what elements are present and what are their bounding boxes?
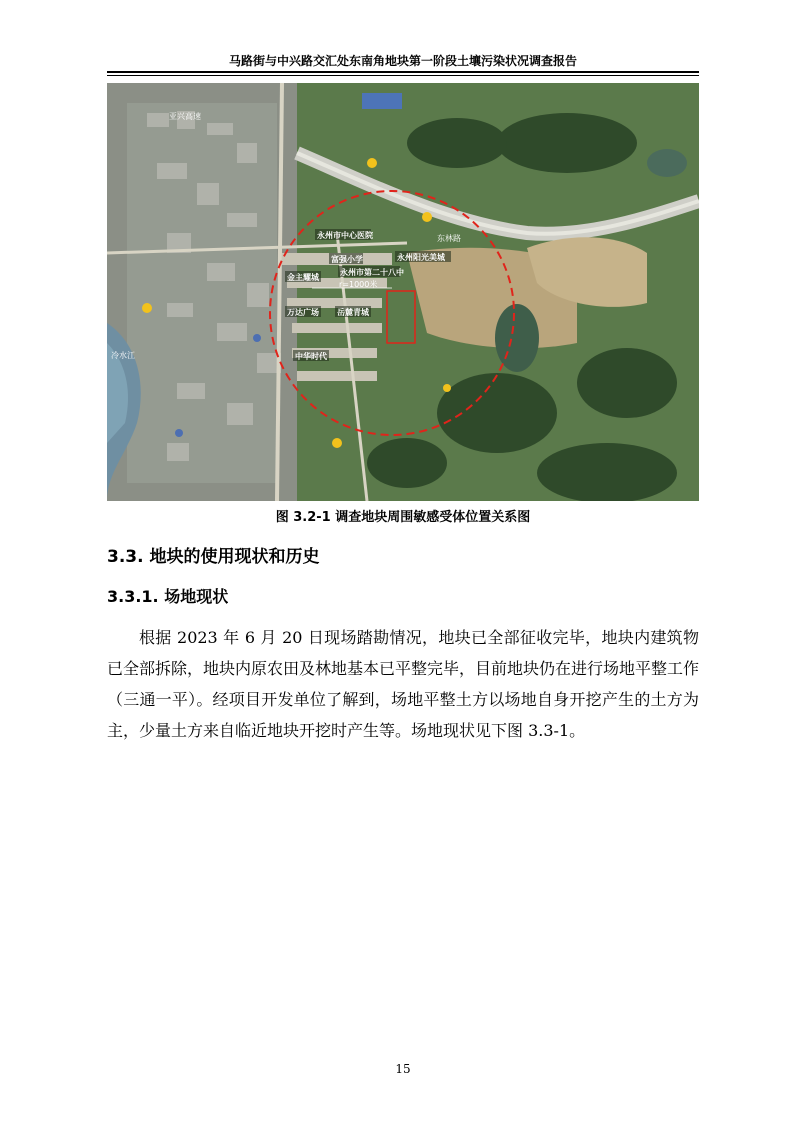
header-rule [107, 71, 699, 73]
label-no28-school: 永州市第二十八中 [340, 268, 404, 277]
label-zhonghua: 中华时代 [295, 352, 327, 361]
page-number: 15 [395, 1062, 411, 1076]
subsection-heading: 3.3.1. 场地现状 [107, 587, 229, 606]
document-header: 马路街与中兴路交汇处东南角地块第一阶段土壤污染状况调查报告 [228, 54, 577, 68]
label-fugiang-school: 富强小学 [331, 255, 363, 264]
figure-caption: 图 3.2-1 调查地块周围敏感受体位置关系图 [275, 510, 531, 525]
label-expressway: 亚兴高速 [169, 112, 201, 121]
label-sunshine-city: 永州阳光美城 [397, 253, 445, 262]
satellite-map-figure [107, 83, 699, 501]
label-donglin-road: 东林路 [437, 234, 461, 243]
body-paragraph: 根据 2023 年 6 月 20 日现场踏勘情况，地块已全部征收完毕，地块内建筑物已全部拆除，地块内原农田及林地基本已平整完毕，目前地块仍在进行场地平整工作（三通一平）。经项目开发单位了解到，场地平整土方以场地自身开挖产生的土方为主，少量土方来自临近地块开挖时产生等。场地现状见下图 3.3-1。 [107, 628, 700, 740]
label-hospital: 永州市中心医院 [317, 231, 373, 240]
label-jinzhu: 金主耀城 [287, 273, 319, 282]
label-river: 冷水江 [111, 351, 135, 360]
label-yuelu: 岳麓青城 [337, 308, 369, 317]
label-wanda-plaza: 万达广场 [287, 308, 319, 317]
section-heading: 3.3. 地块的使用现状和历史 [107, 547, 320, 567]
header-rule-thin [107, 75, 699, 76]
label-radius: r=1000米 [339, 280, 378, 289]
